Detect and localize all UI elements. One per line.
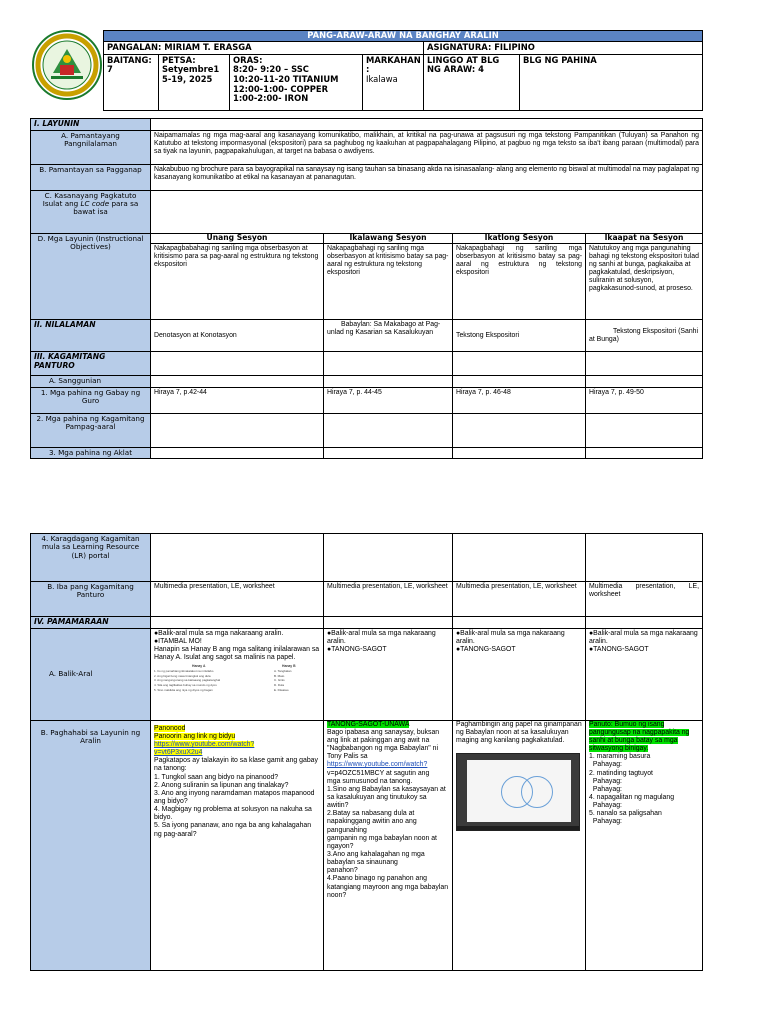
review-line: ●Balik-aral mula sa mga nakaraang aralin.	[589, 629, 698, 645]
header-table	[103, 30, 703, 111]
label-kagamitang-pampag-aaral: 2. Mga pahina ng Kagamitang Pampag-aaral	[31, 413, 151, 447]
worksheet-row: 3. Ang nangungunang sa kaitoaang pagkatanghal	[154, 678, 221, 683]
grade-label: BAITANG:	[107, 54, 152, 65]
review-session-2	[324, 628, 453, 720]
week-cell	[424, 54, 520, 110]
venn-circle-right	[521, 776, 553, 808]
worksheet-column-a-header: Hanay A	[192, 664, 206, 669]
label-sanggunian: A. Sanggunian	[31, 376, 151, 387]
plan-title: PANG-ARAW-ARAW NA BANGHAY ARALIN	[104, 31, 703, 42]
label-kasanayang-pagkatuto-text: C. Kasanayang Pagkatuto	[44, 190, 137, 200]
other-materials-session-1: Multimedia presentation, LE, worksheet	[151, 582, 324, 617]
objective-session-4: Natutukoy ang mga pangunahing bahagi ng tekstong ekspositori tulad ng sanhi at bunga, pagkakaiba at pagkakatulad, deskripsiyon, suliranin at solusyon, pagkakasunod-sunod, at proseso.	[586, 244, 703, 320]
guide-question: 2.Batay sa nabasang dula at napakinggang awitin ano ang pangunahing	[327, 810, 417, 834]
video-link-id[interactable]: v=vt6P3xuX2u4	[154, 749, 203, 757]
guide-question: 1. Tungkol saan ang bidyo na pinanood?	[154, 773, 279, 781]
time-line: 8:20- 9:20 – SSC	[233, 64, 309, 75]
activity-line: "Nagbabangon ng mga Babaylan" ni Tony Palis sa	[327, 745, 439, 761]
guide-question: 4.Paano binago ng panahon ang katangiang mayroon ang mga babaylan	[327, 875, 449, 891]
matching-worksheet-image	[154, 664, 314, 694]
label-kasanayang-pagkatuto	[31, 190, 151, 233]
label-para-sa-bawat-isa-text: para sa bawat isa	[73, 199, 139, 217]
activity-line: noon?	[327, 891, 347, 899]
label-mga-layunin: D. Mga Layunin (Instructional Objectives)	[31, 233, 151, 320]
label-paghahabi-sa-layunin: B. Paghahabi sa Layunin ng Aralin	[31, 720, 151, 970]
song-link[interactable]: https://www.youtube.com/watch?	[327, 761, 428, 769]
situation-item: 1. maraming basura	[589, 753, 651, 761]
review-instructions: Hanapin sa Hanay B ang mga salitang inilalarawan sa Hanay A. Isulat ang sagot sa malinis na papel.	[154, 646, 320, 662]
worksheet-row: A. Tangbalan	[274, 669, 292, 674]
date-value-2: 5-19, 2025	[162, 73, 213, 84]
section-pamamaraan: IV. PAMAMARAAN	[31, 617, 151, 629]
date-cell	[159, 54, 230, 110]
cause-effect-instruction: Panuto: Bumuo ng isang pangungusap na nagpapakita ng sanhi at bunga batay sa mga sitwasyong binigay.	[589, 720, 690, 753]
date-label: PETSA:	[162, 54, 196, 65]
quarter-colon: :	[366, 64, 370, 75]
session-4-header: Ikaapat na Sesyon	[586, 233, 703, 244]
content-standard-text: Naipamamalas ng mga mag-aaral ang kasanayang komunikatibo, malikhain, at kritikal na pag-unawa at pagsusuri ng mga tekstong Pampanitikan (Tuluyan) sa Panahon ng Katutubo at tekstong impormasyonal (ekspositori) para sa paghubog ng kaakuhan at pagpapahalagang Pilipino, at pagbuo ng mga teksto sa iba't ibang paraan (multimodal) para sa tiyak na layunin, pagpapakahulugan, at target na babasa o awdiyens.	[151, 130, 703, 164]
worksheet-row: B. Mato	[274, 673, 285, 678]
other-materials-session-3: Multimedia presentation, LE, worksheet	[453, 582, 586, 617]
video-activity-instruction: Panoorin ang link ng bidyu	[154, 732, 236, 740]
worksheet-column-b-header: Hanay B	[282, 664, 296, 669]
label-iba-pang-kagamitan: B. Iba pang Kagamitang Panturo	[31, 582, 151, 617]
guide-pages-session-4: Hiraya 7, p. 49-50	[586, 387, 703, 413]
label-isulat-text: Isulat ang	[42, 199, 79, 208]
guide-question: Pagkatapos ay talakayin ito sa klase gamit ang gabay na tanong:	[154, 757, 318, 773]
label-pahina-ng-aklat: 3. Mga pahina ng Aklat	[31, 447, 151, 458]
worksheet-row: 4. Sila ang taglilaktas buhay sa mundo ng dyos	[154, 683, 217, 688]
section-nilalaman: II. NILALAMAN	[31, 320, 151, 352]
activity-line: gampanin ng mga babaylan noon at ngayon?	[327, 834, 437, 850]
review-line: ●TANONG-SAGOT	[327, 646, 387, 653]
guide-question: 5. Sa iyong pananaw, ano nga ba ang kahalagahan ng pag-aaral?	[154, 822, 312, 838]
guide-pages-session-1: Hiraya 7, p.42-44	[151, 387, 324, 413]
label-balik-aral: A. Balik-Aral	[31, 628, 151, 720]
section-layunin: I. LAYUNIN	[31, 119, 151, 131]
label-pamantayang-pangnilalaman: A. Pamantayang Pangnilalaman	[31, 130, 151, 164]
motivation-session-3	[453, 720, 586, 970]
session-2-header: Ikalawang Sesyon	[324, 233, 453, 244]
time-line: 10:20-11-20 TITANIUM	[233, 73, 339, 84]
guide-pages-session-2: Hiraya 7, p. 44-45	[324, 387, 453, 413]
slide-screen	[467, 760, 571, 822]
motivation-session-1	[151, 720, 324, 970]
worksheet-row: C. Ginis	[274, 678, 285, 683]
grade-value: 7	[107, 64, 113, 75]
objective-session-3: Nakapagbahagi ng sariling mga obserbasyon at kritisismo batay sa pag-aaral ng estruktura ng tekstong ekspositori	[453, 244, 586, 320]
label-gabay-ng-guro: 1. Mga pahina ng Gabay ng Guro	[31, 387, 151, 413]
session-1-header: Unang Sesyon	[151, 233, 324, 244]
school-seal-logo	[31, 29, 103, 101]
activity-line: v=p4OZC51MBCY at sagutin ang	[327, 769, 430, 777]
comparison-instruction: Paghambingin ang papel na ginampanan ng Babaylan noon at sa kasalukuyan maging ang kanilang pagkakatulad.	[456, 720, 582, 744]
activity-line: Bago ipabasa ang sanaysay, buksan ang link at pakinggan ang awit na	[327, 728, 440, 744]
review-line: ●Balik-aral mula sa mga nakaraang aralin.	[456, 629, 565, 645]
label-pamantayan-sa-pagganap: B. Pamantayan sa Pagganap	[31, 164, 151, 190]
statement-blank: Pahayag:	[589, 761, 622, 769]
video-activity-title: Panonood	[154, 724, 186, 732]
performance-standard-text: Nakabubuo ng brochure para sa bayograpikal na sanaysay ng isang tauhan sa binasang akda na isinasaalang- alang ang elemento ng biswal at multimodal na may paglalapat ng kasanayang komunikatibo at etikal na kasanayan at pananagutan.	[151, 164, 703, 190]
situation-item: 5. nanalo sa paligsahan	[589, 810, 662, 818]
quarter-cell	[363, 54, 424, 110]
content-session-4: Tekstong Ekspositori (Sanhi at Bunga)	[586, 320, 703, 352]
video-link[interactable]: https://www.youtube.com/watch?	[154, 741, 255, 748]
activity-line: awitin?	[327, 802, 349, 810]
time-line: 12:00-1:00- COPPER	[233, 83, 329, 94]
quarter-value: Ikalawa	[366, 73, 398, 84]
statement-blank: Pahayag:	[589, 785, 622, 793]
motivation-session-2	[324, 720, 453, 970]
other-materials-session-2: Multimedia presentation, LE, worksheet	[324, 582, 453, 617]
review-session-1	[151, 628, 324, 720]
taskbar	[457, 826, 579, 830]
learning-competency-cell	[151, 190, 703, 233]
worksheet-row: 1. Ito ng pamahiang ikinatatakot na mitsilabo	[154, 669, 214, 674]
situation-item: 2. matinding tagtuyot	[589, 769, 653, 777]
content-session-3: Tekstong Ekspositori	[453, 320, 586, 352]
guide-question: 1.Sino ang Babaylan sa kasaysayan at sa kasalukuyan ang tinutukoy sa	[327, 785, 446, 801]
week-label-2: NG ARAW: 4	[427, 64, 484, 75]
review-line: ●Balik-aral mula sa mga nakaraang aralin.	[327, 629, 436, 645]
lesson-table-part-2	[30, 533, 703, 971]
teacher-name: PANGALAN: MIRIAM T. ERASGA	[104, 42, 424, 55]
grade-cell	[104, 54, 159, 110]
session-3-header: Ikatlong Sesyon	[453, 233, 586, 244]
statement-blank: Pahayag:	[589, 777, 622, 785]
objective-session-1: Nakapagbabahagi ng sariling mga obserbasyon at kritisismo para sa pag-aaral ng estruktura ng tekstong ekspositori	[151, 244, 324, 320]
worksheet-row: D. Dula	[274, 683, 285, 688]
guide-question: 2. Anong suliranin sa lipunan ang tinalakay?	[154, 781, 289, 789]
statement-blank: Pahayag:	[589, 802, 622, 810]
review-session-3	[453, 628, 586, 720]
guide-question: 3. Ano ang inyong naramdaman matapos mapanood ang bidyo?	[154, 789, 315, 805]
guide-pages-session-3: Hiraya 7, p. 46-48	[453, 387, 586, 413]
review-line: ●TANONG-SAGOT	[589, 646, 649, 653]
review-line: ●Balik-aral mula sa mga nakaraang aralin.	[154, 629, 284, 637]
page-number-cell	[520, 54, 703, 110]
quarter-label: MARKAHAN	[366, 54, 421, 65]
activity-title: TANONG-SAGOT-UNAWA	[327, 720, 410, 728]
time-label: ORAS:	[233, 54, 263, 65]
worksheet-row: 5. Sino makikita ang niya ng diyos ng bagan	[154, 687, 213, 692]
lesson-table-part-1	[30, 118, 703, 459]
situation-item: 4. napagalitan ng magulang	[589, 793, 675, 801]
section-kagamitan: III. KAGAMITANG PANTURO	[31, 352, 151, 376]
statement-blank: Pahayag:	[589, 818, 622, 826]
review-line: ●TANONG-SAGOT	[456, 646, 516, 653]
label-karagdagang-kagamitan: 4. Karagdagang Kagamitan mula sa Learning Resource (LR) portal	[31, 534, 151, 582]
content-session-2: Babaylan: Sa Makabago at Pag-unlad ng Kasarian sa Kasalukuyan	[324, 320, 453, 352]
time-cell	[230, 54, 363, 110]
objective-session-2: Nakapagbahagi ng sariling mga obserbasyon at kritisismo batay sa pag-aaral ng estruktura ng tekstong ekspositori	[324, 244, 453, 320]
activity-line: mga sumusunod na tanong.	[327, 777, 413, 785]
page-number-label: BLG NG PAHINA	[523, 54, 597, 65]
content-session-1: Denotasyon at Konotasyon	[151, 320, 324, 352]
date-value-1: Setyembre1	[162, 64, 220, 75]
worksheet-column-a	[154, 669, 269, 692]
week-label-1: LINGGO AT BLG	[427, 54, 500, 65]
motivation-session-4	[586, 720, 703, 970]
worksheet-column-b	[274, 669, 291, 692]
time-line: 1:00-2:00- IRON	[233, 93, 309, 104]
guide-question: 4. Magbigay ng problema at solusyon na nakuha sa bidyo.	[154, 806, 312, 822]
activity-line: panahon?	[327, 867, 358, 875]
worksheet-row: 2. Ang bigat bong nasa tiniangkol ang dula	[154, 673, 211, 678]
review-line: ●ITAMBAL MO!	[154, 637, 202, 645]
other-materials-session-4: Multimedia presentation, LE, worksheet	[586, 582, 703, 617]
worksheet-row: E. Diwatao	[274, 687, 289, 692]
venn-diagram-slide-photo	[456, 753, 580, 831]
review-session-4	[586, 628, 703, 720]
guide-question: 3.Ano ang kahalagahan ng mga babaylan sa sinaunang	[327, 850, 425, 867]
label-lc-code-text: LC code	[80, 199, 110, 208]
subject: ASIGNATURA: FILIPINO	[424, 42, 703, 55]
